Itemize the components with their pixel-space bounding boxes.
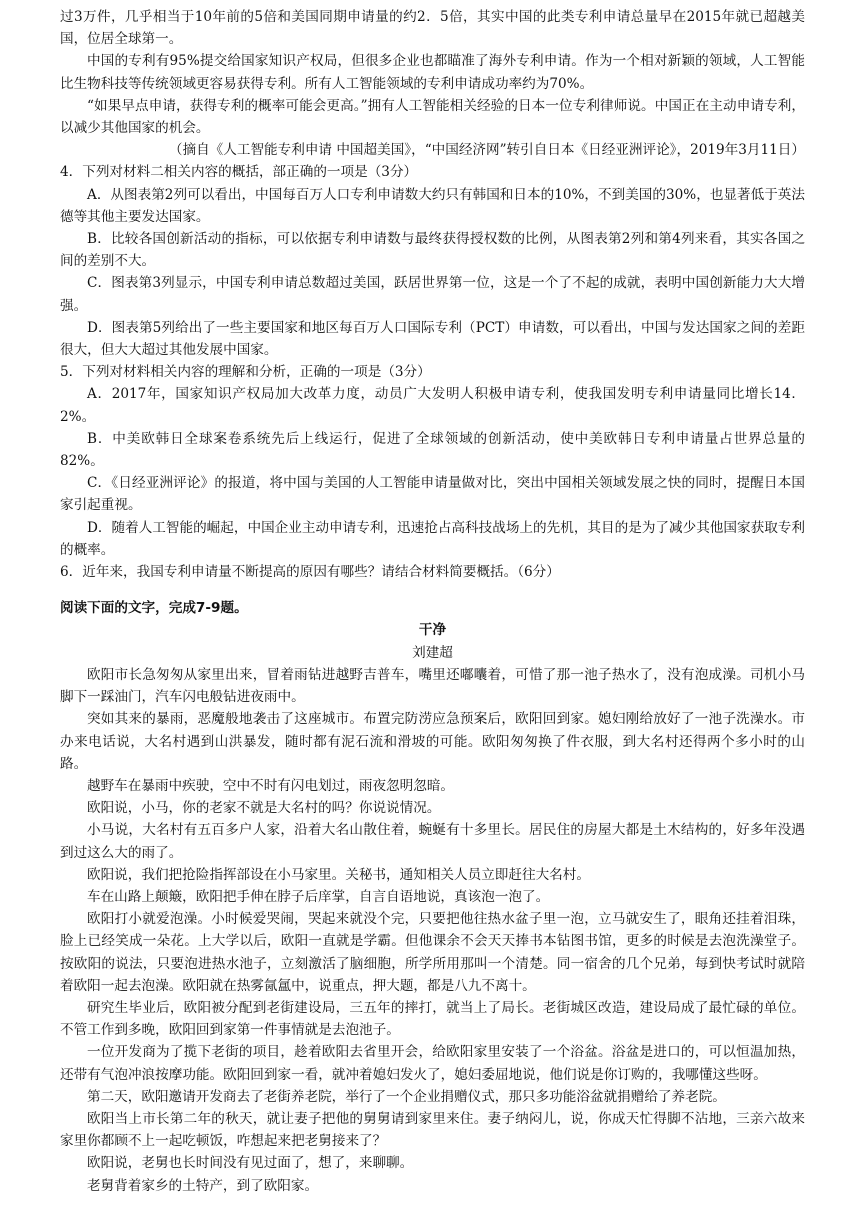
question-stem: 6．近年来，我国专利申请量不断提高的原因有哪些？请结合材料简要概括。（6分） bbox=[60, 564, 560, 581]
story-paragraph: 越野车在暴雨中疾驶，空中不时有闪电划过，雨夜忽明忽暗。 bbox=[87, 777, 455, 794]
source-citation: （摘自《人工智能专利申请 中国超美国》，“中国经济网”转引自日本《日经亚洲评论》，2019年3月11日） bbox=[168, 142, 805, 159]
story-paragraph: 欧阳说，小马，你的老家不就是大名村的吗？你说说情况。 bbox=[87, 800, 441, 817]
story-title: 干净 bbox=[418, 622, 447, 639]
story-paragraph: 欧阳当上市长第二年的秋天，就让妻子把他的舅舅请到家里来住。妻子纳闷儿，说，你成天忙得脚不沾地，三亲六故来家里你都顾不上一起吃顿饭，咋想起来把老舅接来了？ bbox=[60, 1110, 805, 1150]
story-author: 刘建超 bbox=[412, 644, 453, 661]
story-paragraph: 小马说，大名村有五百多户人家，沿着大名山散住着，蜿蜒有十多里长。居民住的房屋大都是土木结构的，好多年没遇到过这么大的雨了。 bbox=[60, 822, 805, 861]
reading-instruction: 阅读下面的文字，完成7-9题。 bbox=[60, 600, 248, 617]
story-paragraph: 老舅背着家乡的土特产，到了欧阳家。 bbox=[87, 1177, 319, 1194]
material-paragraph: “如果早点申请，获得专利的概率可能会更高。”拥有人工智能相关经验的日本一位专利律师说。中国正在主动申请专利，以减少其他国家的机会。 bbox=[60, 97, 805, 137]
question-stem: 4．下列对材料二相关内容的概括，部正确的一项是（3分） bbox=[60, 164, 418, 181]
story-paragraph: 突如其来的暴雨，恶魔般地袭击了这座城市。布置完防涝应急预案后，欧阳回到家。媳妇刚给放好了一池子洗澡水。市办来电话说，大名村遇到山洪暴发，随时都有泥石流和滑坡的可能。欧阳匆匆换了件衣服，到大名村还得两个多小时的山路。 bbox=[60, 711, 805, 772]
question-list bbox=[60, 161, 805, 583]
document-page bbox=[60, 6, 805, 1197]
question-option: A．2017年，国家知识产权局加大改革力度，动员广大发明人积极申请专利，使我国发明专利申请量同比增长14．2%。 bbox=[60, 386, 805, 425]
story-paragraph: 欧阳打小就爱泡澡。小时候爱哭闹，哭起来就没个完，只要把他往热水盆子里一泡，立马就安生了，眼角还挂着泪珠，脸上已经笑成一朵花。上大学以后，欧阳一直就是学霸。但他课余不会天天捧书本钻图书馆，更多的时候是去泡洗澡堂子。按欧阳的说法，只要泡进热水池子，立刻激活了脑细胞，所学所用那叫一个清楚。同一宿舍的几个兄弟，每到快考试时就陪着欧阳一起去泡澡。欧阳就在热雾氤氲中，说重点，押大题，都是八九不离十。 bbox=[60, 911, 805, 994]
story-paragraph: 第二天，欧阳邀请开发商去了老街养老院，举行了一个企业捐赠仪式，那只多功能浴盆就捐赠给了养老院。 bbox=[87, 1088, 726, 1105]
question-option: C．《日经亚洲评论》的报道，将中国与美国的人工智能申请量做对比，突出中国相关领域发展之快的同时，提醒日本国家引起重视。 bbox=[60, 475, 805, 514]
question-option: B．中美欧韩日全球案卷系统先后上线运行，促进了全球领域的创新活动，使中美欧韩日专利申请量占世界总量的82%。 bbox=[60, 430, 805, 470]
question-option: C．图表第3列显示，中国专利申请总数超过美国，跃居世界第一位，这是一个了不起的成就，表明中国创新能力大大增强。 bbox=[60, 275, 805, 314]
story-paragraph: 研究生毕业后，欧阳被分配到老街建设局，三五年的摔打，就当上了局长。老街城区改造，建设局成了最忙碌的单位。不管工作到多晚，欧阳回到家第一件事情就是去泡池子。 bbox=[60, 999, 805, 1039]
story-paragraph: 欧阳说，老舅也长时间没有见过面了，想了，来聊聊。 bbox=[87, 1155, 414, 1172]
story-paragraph: 欧阳说，我们把抢险指挥部设在小马家里。关秘书，通知相关人员立即赶往大名村。 bbox=[87, 866, 590, 883]
story-paragraph: 车在山路上颠簸，欧阳把手伸在脖子后庠掌，自言自语地说，真该泡一泡了。 bbox=[87, 888, 550, 905]
question-option: B．比较各国创新活动的指标，可以依据专利申请数与最终获得授权数的比例，从图表第2列和第4列来看，其实各国之间的差别不大。 bbox=[60, 231, 805, 270]
question-option: A．从图表第2列可以看出，中国每百万人口专利申请数大约只有韩国和日本的10%，不到美国的30%，也显著低于英法德等其他主要发达国家。 bbox=[60, 186, 805, 225]
story-body bbox=[60, 664, 805, 1197]
material-paragraph: 中国的专利有95%提交给国家知识产权局，但很多企业也都瞄准了海外专利申请。作为一个相对新颖的领域，人工智能比生物科技等传统领域更容易获得专利。所有人工智能领域的专利申请成功率约为70%。 bbox=[60, 53, 805, 92]
story-paragraph: 一位开发商为了揽下老街的项目，趁着欧阳去省里开会，给欧阳家里安装了一个浴盆。浴盆是进口的，可以恒温加热，还带有气泡冲浪按摩功能。欧阳回到家一看，就冲着媳妇发火了，媳妇委屈地说，他们说是你订购的，我哪懂这些呀。 bbox=[60, 1044, 805, 1083]
question-option: D．随着人工智能的崛起，中国企业主动申请专利，迅速抢占高科技战场上的先机，其目的是为了减少其他国家获取专利的概率。 bbox=[60, 519, 805, 558]
section-gap bbox=[60, 583, 805, 597]
material-paragraph: 过3万件，几乎相当于10年前的5倍和美国同期申请量的约2．5倍，其实中国的此类专利申请总量早在2015年就已超越美国，位居全球第一。 bbox=[60, 9, 805, 48]
question-stem: 5．下列对材料相关内容的理解和分析，正确的一项是（3分） bbox=[60, 364, 431, 381]
story-paragraph: 欧阳市长急匆匆从家里出来，冒着雨钻进越野吉普车，嘴里还嘟囔着，可惜了那一池子热水了，没有泡成澡。司机小马脚下一踩油门，汽车闪电般钻进夜雨中。 bbox=[60, 666, 805, 706]
material-2-text bbox=[60, 6, 805, 139]
question-option: D．图表第5列给出了一些主要国家和地区每百万人口国际专利（PCT）申请数，可以看出，中国与发达国家之间的差距很大，但大大超过其他发展中国家。 bbox=[60, 319, 805, 359]
